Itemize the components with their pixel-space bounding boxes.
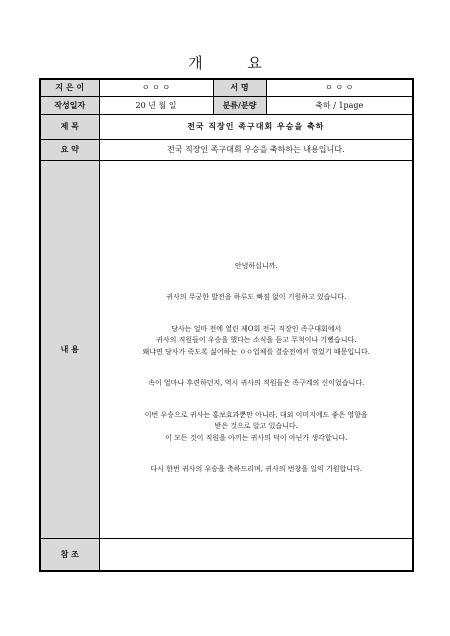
letter-line: 속이 얼마나 후련하던지, 역시 귀사의 직원들은 족구계의 신이었습니다. bbox=[148, 379, 365, 387]
letter-line: 이번 우승으로 귀사는 홍보효과뿐만 아니라, 대외 이미지에도 좋은 영향을 bbox=[144, 410, 368, 419]
letter-line: 귀사의 무궁한 발전을 하루도 빠짐 없이 기원하고 있습니다. bbox=[166, 293, 347, 301]
summary-form-table bbox=[39, 78, 414, 572]
letter-paragraph bbox=[107, 464, 407, 476]
letter-paragraph bbox=[107, 324, 407, 359]
letter-paragraph bbox=[107, 410, 407, 445]
subject-value[interactable]: 전국 직장인 족구대회 우승을 축하 bbox=[99, 114, 413, 139]
content-row bbox=[40, 160, 413, 538]
date-label: 작성일자 bbox=[40, 96, 99, 114]
reference-label: 참 조 bbox=[40, 538, 99, 571]
summary-value[interactable]: 전국 직장인 족구대회 우승을 축하하는 내용입니다. bbox=[99, 139, 413, 160]
letter-line: 받은 것으로 알고 있습니다. bbox=[214, 422, 298, 430]
letter-line: 안녕하십니까. bbox=[234, 261, 278, 270]
writer-label: 지 은 이 bbox=[40, 79, 99, 96]
content-label: 내 용 bbox=[40, 160, 99, 538]
letter-text bbox=[100, 203, 413, 476]
category-value[interactable]: 축하 / 1page bbox=[266, 96, 413, 114]
date-value[interactable]: 20 년 월 일 bbox=[99, 96, 213, 114]
signature-label: 서 명 bbox=[213, 79, 266, 96]
letter-line: 당사는 얼마 전에 열린 제O회 전국 직장인 족구대회에서 bbox=[171, 324, 342, 333]
letter-line: 이 모든 것이 직원을 아끼는 귀사의 덕이 아닌가 생각합니다. bbox=[165, 433, 348, 442]
document-title: 개 요 bbox=[188, 54, 282, 72]
signature-value[interactable]: ㅇ ㅇ ㅇ bbox=[266, 79, 413, 96]
letter-line: 왜냐면 당사가 죽도록 싫어하는 ㅇㅇ업체를 결승전에서 꺾었기 때문입니다. bbox=[142, 347, 370, 356]
content-body[interactable] bbox=[99, 160, 413, 538]
date-row bbox=[40, 96, 413, 114]
category-label: 분류/분량 bbox=[213, 96, 266, 114]
writer-row bbox=[40, 79, 413, 96]
reference-row bbox=[40, 538, 413, 571]
reference-value[interactable] bbox=[99, 538, 413, 571]
summary-label: 요 약 bbox=[40, 139, 99, 160]
letter-paragraph bbox=[107, 292, 407, 304]
letter-line: 귀사의 직원들이 우승을 했다는 소식을 듣고 무척이나 기뻤습니다. bbox=[156, 336, 357, 344]
subject-label: 제 목 bbox=[40, 114, 99, 139]
writer-value[interactable]: ㅇ ㅇ ㅇ bbox=[99, 79, 213, 96]
summary-row bbox=[40, 139, 413, 160]
subject-row bbox=[40, 114, 413, 139]
letter-line: 다시 한번 귀사의 우승을 축하드리며, 귀사의 번창을 일익 기원합니다. bbox=[150, 465, 363, 473]
letter-paragraph bbox=[107, 378, 407, 390]
letter-paragraph bbox=[107, 261, 407, 273]
